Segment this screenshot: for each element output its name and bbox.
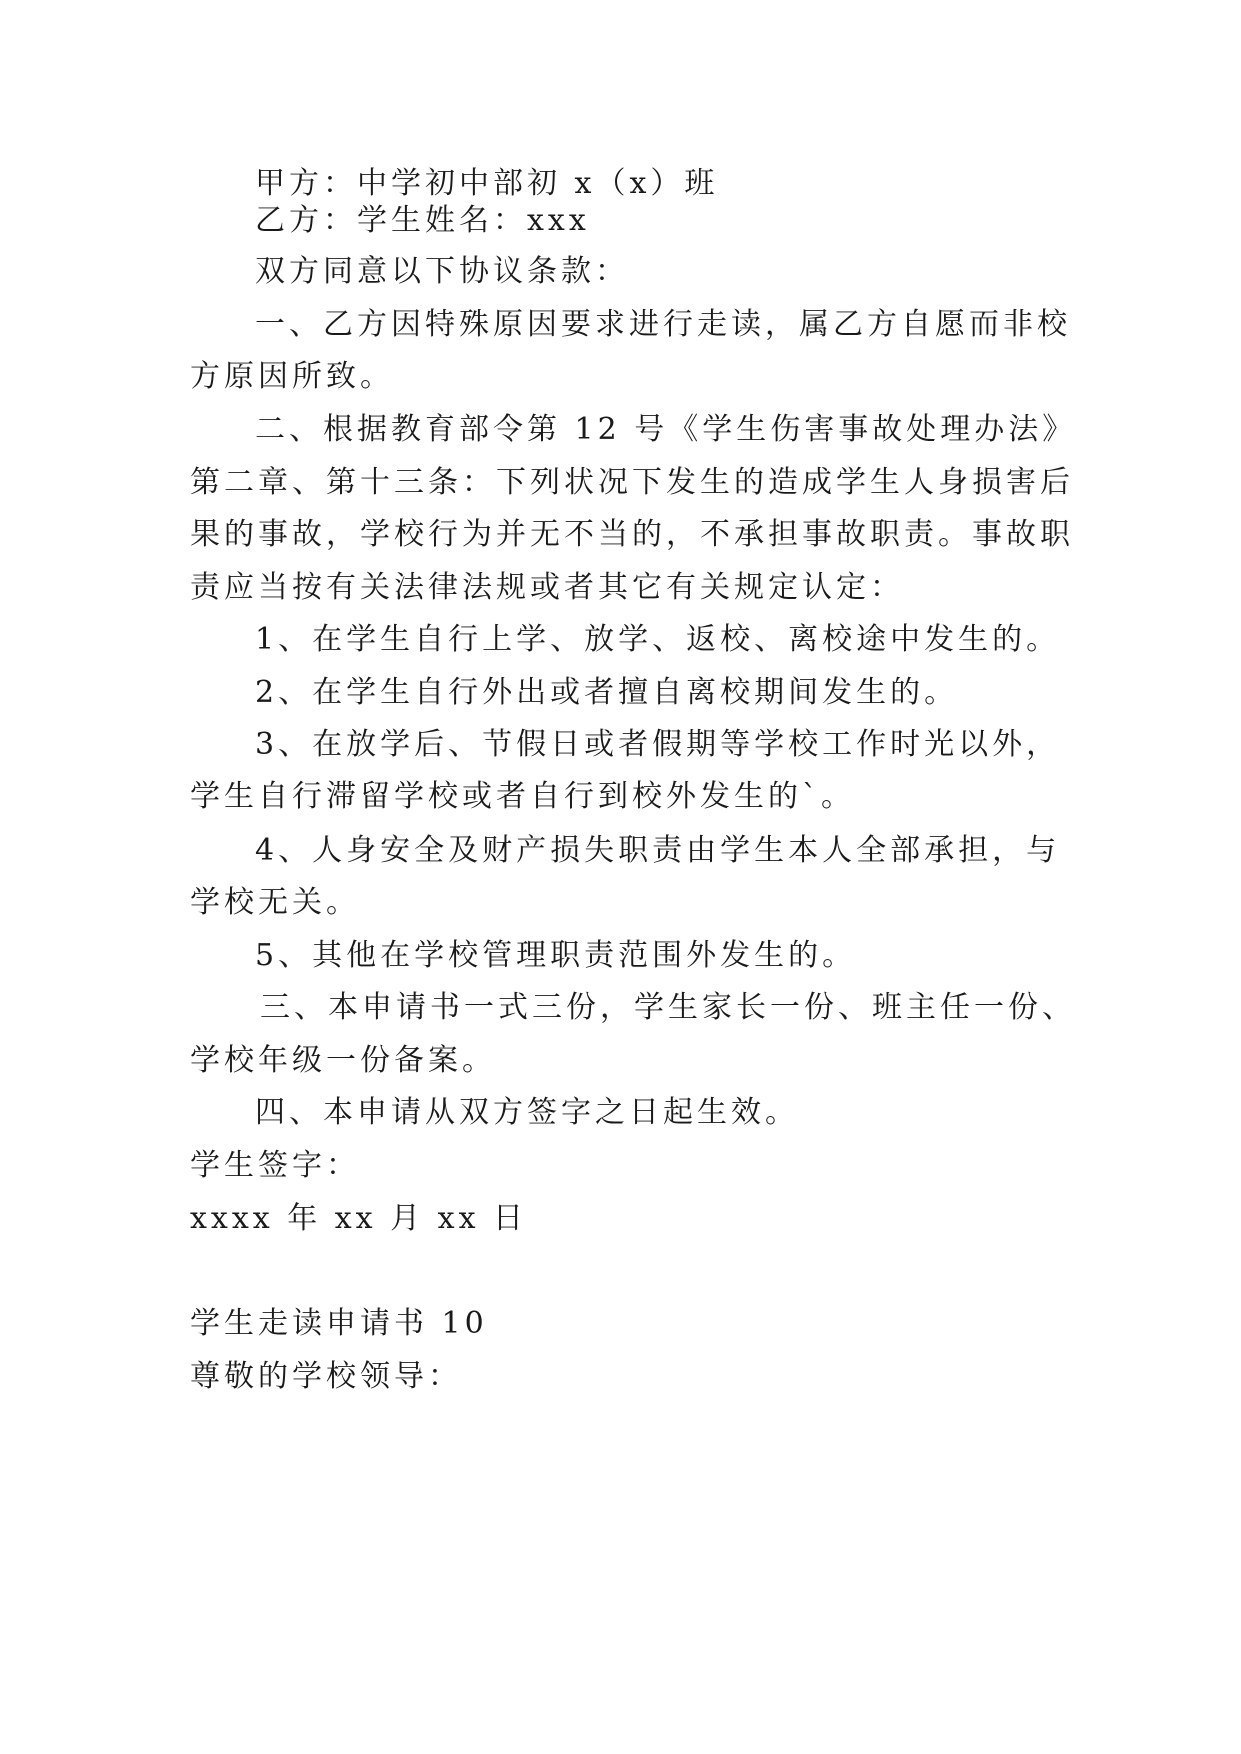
date-line: xxxx 年 xx 月 xx 日 [190, 1201, 528, 1236]
section-title: 学生走读申请书 10 [190, 1306, 488, 1341]
clause-4: 四、本申请从双方签字之日起生效。 [255, 1095, 799, 1130]
student-signature-label: 学生签字： [190, 1148, 360, 1183]
clause-1-line-2: 方原因所致。 [190, 359, 394, 394]
clause-3-line-1: 三、本申请书一式三份，学生家长一份、班主任一份、 [260, 990, 1076, 1025]
item-3-line-2: 学生自行滞留学校或者自行到校外发生的`。 [190, 779, 855, 814]
party-a-line: 甲方：中学初中部初 x（x）班 [255, 166, 719, 201]
item-5: 5、其他在学校管理职责范围外发生的。 [255, 938, 857, 973]
party-b-line: 乙方：学生姓名：xxx [255, 203, 590, 238]
clause-3-line-2: 学校年级一份备案。 [190, 1043, 496, 1078]
clause-2-line-2: 第二章、第十三条：下列状况下发生的造成学生人身损害后 [190, 465, 1074, 500]
clause-1-line-1: 一、乙方因特殊原因要求进行走读，属乙方自愿而非校 [255, 307, 1071, 342]
item-3-line-1: 3、在放学后、节假日或者假期等学校工作时光以外， [255, 727, 1061, 762]
item-1: 1、在学生自行上学、放学、返校、离校途中发生的。 [255, 622, 1061, 657]
clause-2-line-1: 二、根据教育部令第 12 号《学生伤害事故处理办法》 [255, 412, 1077, 447]
agreement-intro: 双方同意以下协议条款： [255, 254, 629, 289]
item-2: 2、在学生自行外出或者擅自离校期间发生的。 [255, 675, 959, 710]
clause-2-line-3: 果的事故，学校行为并无不当的，不承担事故职责。事故职 [190, 517, 1074, 552]
item-4-line-2: 学校无关。 [190, 885, 360, 920]
salutation: 尊敬的学校领导： [190, 1359, 462, 1394]
item-4-line-1: 4、人身安全及财产损失职责由学生本人全部承担，与 [255, 833, 1061, 868]
clause-2-line-4: 责应当按有关法律法规或者其它有关规定认定： [190, 570, 904, 605]
